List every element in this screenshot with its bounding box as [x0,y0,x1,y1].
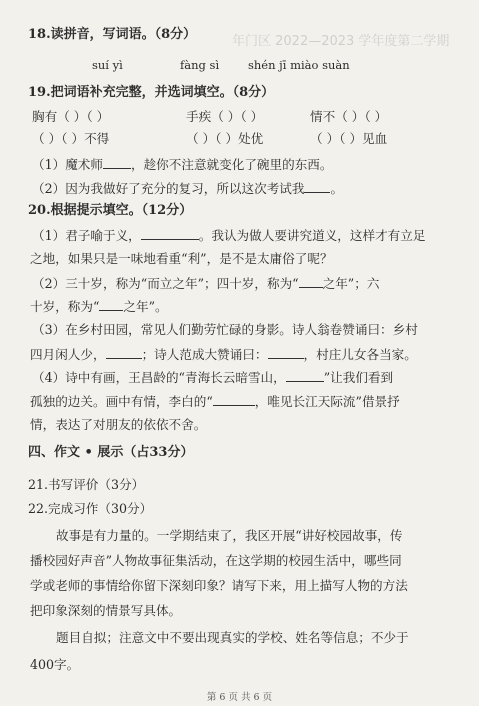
q20-p2-text-d: 之年”。 [123,299,168,314]
q18-pinyin-1: suí yì [92,58,123,72]
q20-p4-line2 [30,393,400,410]
q20-p2-line1 [32,275,379,292]
q20-p4-text-b: ”让我们看到 [323,370,394,385]
q21-title: 21.书写评价（3分） [28,477,145,492]
q22-text-1: 故事是有力量的。一学期结束了，我区开展“讲好校园故事，传 [56,528,403,543]
q19-word-3: 情不（ ）（ ） [310,109,388,124]
q19-word-6: （ ）（ ）见血 [310,131,388,146]
page-number: 第 6 页 共 6 页 [206,692,273,703]
q19-word-1: 胸有（ ）（ ） [32,109,110,124]
q22-text-4: 把印象深刻的情景写具体。 [30,603,182,618]
q20-p4-text-d: ，唯见长江天际流”借景抒 [254,394,400,409]
bleed-through-text: 年门区 2022—2023 学年度第二学期 [232,34,450,49]
q18-pinyin-3: shén jī miào suàn [248,58,350,72]
q22-text-5: 题目自拟；注意文中不要出现真实的学校、姓名等信息；不少于 [56,630,409,645]
q20-p2-text-a: （2）三十岁，称为“而立之年”；四十岁，称为“ [32,276,299,291]
q19-word-2: 手疾（ ）（ ） [186,109,264,124]
q22-text-2: 播校园好声音”人物故事征集活动，在这学期的校园生活中，哪些同 [30,553,402,568]
q22-text-3: 学或老师的事情给你留下深刻印象？请写下来，用上描写人物的方法 [30,578,408,593]
q20-p1-text-a: （1）君子喻于义， [32,228,141,243]
q20-p3-text-c: ；诗人范成大赞诵曰： [141,347,268,362]
blank-line [213,393,255,406]
q20-p3-text-b: 四月闲人少， [30,347,106,362]
blank-line [103,156,131,169]
blank-line [99,298,123,311]
q20-p1-line1 [32,227,425,244]
q20-p3-text-d: ，村庄儿女各当家。 [303,347,417,362]
q20-p1-text-b: 。我认为做人要讲究道义，这样才有立足 [198,228,426,243]
section4-heading: 四、作文 • 展示（占33分） [28,445,194,460]
blank-line [299,275,323,288]
q19-s1-text-a: （1）魔术师 [32,157,103,172]
q22-title: 22.完成习作（30分） [28,501,153,516]
q20-p2-text-c: 十岁，称为“ [30,299,100,314]
blank-line [268,346,304,359]
q20-title: 20.根据提示填空。（12分） [28,203,193,218]
blank-line [141,227,199,240]
q19-s2-text-a: （2）因为我做好了充分的复习，所以这次考试我 [32,181,305,196]
q20-p4-text-a: （4）诗中有画，王昌龄的“青海长云暗雪山， [32,370,286,385]
q19-s1-text-b: ，趁你不注意就变化了碗里的东西。 [130,157,333,172]
blank-line [286,369,324,382]
q18-pinyin-2: fàng sì [180,58,220,72]
blank-line [304,180,330,193]
q19-sentence-1 [32,156,332,173]
q18-title: 18.读拼音，写词语。（8分） [28,27,197,42]
q19-word-4: （ ）（ ）不得 [32,131,110,146]
q20-p3-line2 [30,346,417,363]
q19-s2-text-b: 。 [330,181,344,196]
q20-p1-line2: 之地，如果只是一味地看重“利”，是不是太庸俗了呢？ [30,251,333,266]
q20-p4-text-c: 孤独的边关。画中有情，李白的“ [30,394,213,409]
q20-p4-line1 [32,369,393,386]
q20-p4-line3: 情，表达了对朋友的依依不舍。 [30,417,207,432]
q20-p3-line1: （3）在乡村田园，常见人们勤劳忙碌的身影。诗人翁卷赞诵曰：乡村 [32,322,418,337]
q19-word-5: （ ）（ ）处优 [186,131,264,146]
q20-p2-line2 [30,298,168,315]
q19-sentence-2 [32,180,343,197]
q22-text-6: 400字。 [30,657,80,672]
q20-p2-text-b: 之年”；六 [322,276,380,291]
q19-title: 19.把词语补充完整，并选词填空。（8分） [28,85,275,100]
blank-line [106,346,142,359]
